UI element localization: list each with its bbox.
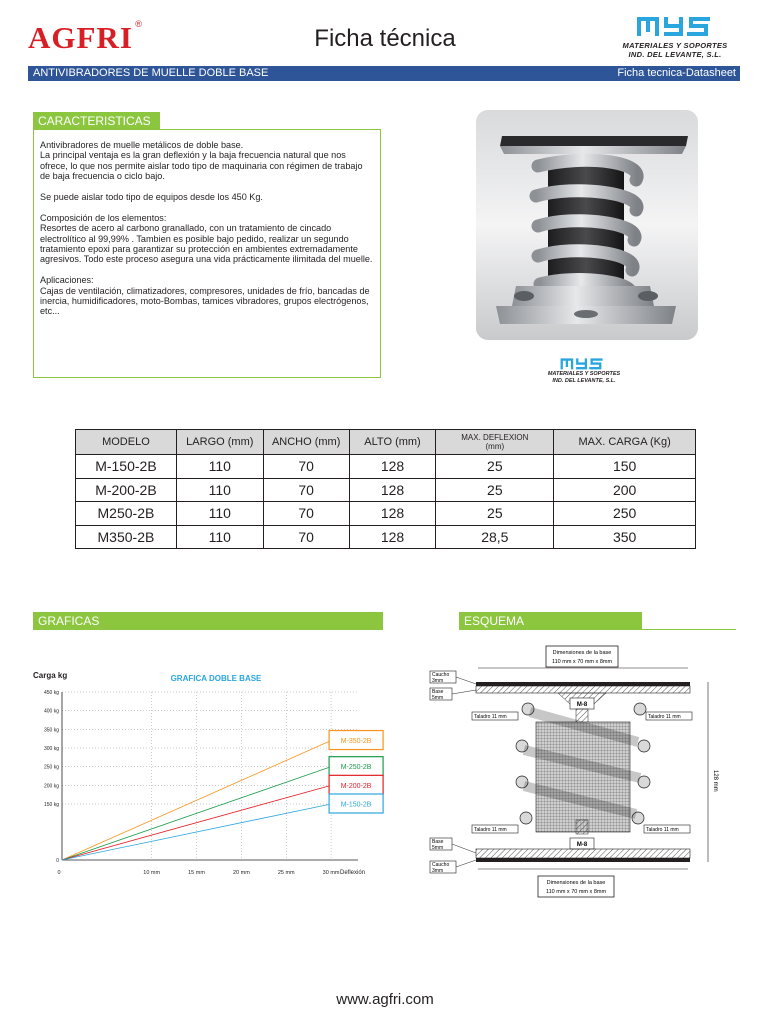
brand-name: AGFRI [28,20,133,55]
cell-largo: 110 [176,525,263,549]
taladro-label-top-right: Taladro 11 mm [648,714,681,720]
table-row [76,502,696,526]
cell-largo: 110 [176,455,263,479]
chart-xlabel: Deflexión [340,870,366,876]
spec-table [75,429,696,549]
cell-max-carga: 150 [554,455,696,479]
x-tick-label: 10 mm [143,870,161,876]
cell-largo: 110 [176,478,263,502]
cell-alto: 128 [349,455,436,479]
mys-line1: MATERIALES Y SOPORTES [622,41,728,50]
product-photo [476,110,698,340]
mys-line2: IND. DEL LEVANTE, S.L. [628,50,722,59]
load-deflection-chart [28,660,388,890]
col-header-modelo: MODELO [76,430,177,455]
col-header-max-deflexion: MAX. DEFLEXION (mm) [436,430,554,455]
y-tick-label: 150 kg [43,802,59,808]
chart-x-ticks [57,870,339,876]
x-tick-label: 25 mm [277,870,295,876]
photo-mys-word-text: MYS [560,356,562,358]
series-label-m-150-2b: M-150-2B [340,801,372,809]
caucho-value-bottom: 3mm [432,868,444,874]
dim-top-label: Dimensiones de la base [552,650,612,656]
mys-logo [608,14,742,62]
spec-table-header-row [76,430,696,455]
cell-ancho: 70 [263,478,349,502]
title-bar [28,66,740,81]
cell-alto: 128 [349,525,436,549]
base-value-top: 5mm [432,695,444,701]
chart-y-ticks [44,690,59,864]
photo-mys-wordmark [560,356,606,370]
cell-modelo: M350-2B [76,525,177,549]
registered-mark: ® [135,19,143,29]
base-value-bottom: 5mm [432,845,444,851]
cell-modelo: M-200-2B [76,478,177,502]
bolt-label-bottom: M-8 [576,842,588,848]
cell-modelo: M-150-2B [76,455,177,479]
y-tick-label: 350 kg [43,727,59,734]
cell-max-deflexion: 25 [436,502,554,526]
y-tick-label: 400 kg [43,708,59,715]
cell-largo: 110 [176,502,263,526]
table-row [76,478,696,502]
product-family-title: ANTIVIBRADORES DE MUELLE DOBLE BASE [33,67,269,79]
taladro-label-bottom-right: Taladro 11 mm [646,827,679,833]
chart-grid [62,692,358,860]
photo-mys-logo [538,356,630,386]
cell-modelo: M250-2B [76,502,177,526]
chart-title: GRAFICA DOBLE BASE [170,674,262,683]
table-row [76,525,696,549]
cell-max-carga: 350 [554,525,696,549]
website-url[interactable]: www.agfri.com [336,991,434,1008]
dim-bottom-value: 110 mm x 70 mm x 8mm [545,889,607,895]
x-tick-label: 20 mm [232,870,250,876]
datasheet-label: Ficha tecnica-Datasheet [617,67,736,79]
caucho-label-bottom: Caucho [432,862,450,868]
cell-alto: 128 [349,478,436,502]
col-header-ancho: ANCHO (mm) [263,430,349,455]
y-tick-label: 200 kg [43,783,59,790]
base-label-top: Base [432,689,444,695]
char-paragraph-3: Composición de los elementos: Resortes de acero al carbono granallado, con un tratamiento de cincado electrolítico al 99,99% . Tambien es posible bajo pedido, realizar un segundo tratamiento epoxi para garantizar su protección en ambientes extremadamente agresivos. Todo este proceso asegura una vida prácticamente ilimitada del muelle. [40,212,373,265]
series-label-m-350-2b: M-350-2B [340,738,372,746]
esquema-heading-rule [642,629,736,630]
chart-axes [62,692,358,860]
cell-max-carga: 250 [554,502,696,526]
dim-top-value: 110 mm x 70 mm x 8mm [551,659,613,665]
schematic-drawing [418,642,736,900]
cell-max-deflexion: 25 [436,455,554,479]
graficas-heading: GRAFICAS [33,612,383,630]
height-label: 128 mm [712,770,718,792]
cell-ancho: 70 [263,525,349,549]
x-tick-label: 30 mm [322,870,340,876]
caucho-value-top: 3mm [432,678,444,684]
x-tick-label: 15 mm [188,870,205,876]
chart-ylabel: Carga kg [33,671,68,680]
cell-max-carga: 200 [554,478,696,502]
col-header-max-carga: MAX. CARGA (Kg) [554,430,696,455]
taladro-label-bottom-left: Taladro 11 mm [474,827,507,833]
esquema-heading: ESQUEMA [459,612,642,630]
char-paragraph-2: Se puede aislar todo tipo de equipos desde los 450 Kg. [40,192,263,203]
cell-alto: 128 [349,502,436,526]
col-header-alto: ALTO (mm) [349,430,436,455]
mys-word-text: MYS [636,14,639,15]
char-paragraph-4: Aplicaciones: Cajas de ventilación, climatizadores, compresores, unidades de frío, bancadas de inercia, humidificadores, moto-Bombas, tamices vibradores, grupos electrógenos, etc... [40,275,370,317]
dim-bottom-label: Dimensiones de la base [546,880,606,886]
page-title: Ficha técnica [314,25,456,52]
series-label-m-250-2b: M-250-2B [340,764,372,772]
cell-ancho: 70 [263,502,349,526]
y-tick-label: 250 kg [43,764,59,771]
agfri-logo [28,19,143,55]
y-tick-label: 450 kg [43,690,59,696]
mys-wordmark [636,14,716,36]
y-tick-label: 300 kg [43,746,59,752]
table-row [76,455,696,479]
photo-mys-line2: IND. DEL LEVANTE, S.L. [552,378,616,384]
char-paragraph-1: Antivibradores de muelle metálicos de doble base. La principal ventaja es la gran deflexión y la baja frecuencia natural que nos ofrece, lo que nos permite aislar todo tipo de maquinaria con régimen de trabajo de baja frecuencia o ciclo bajo. [40,140,363,182]
photo-mys-line1: MATERIALES Y SOPORTES [547,371,621,377]
cell-max-deflexion: 28,5 [436,525,554,549]
y-tick-label: 0 [56,858,59,864]
caucho-label-top: Caucho [432,672,450,678]
base-label-bottom: Base [432,839,444,845]
cell-ancho: 70 [263,455,349,479]
bolt-label-top: M-8 [576,702,588,708]
cell-max-deflexion: 25 [436,478,554,502]
characteristics-text [40,140,375,327]
x-tick-label: 0 [57,870,61,876]
col-header-largo: LARGO (mm) [176,430,263,455]
characteristics-heading: CARACTERISTICAS [33,112,160,130]
series-label-m-200-2b: M-200-2B [340,782,372,790]
taladro-label-top-left: Taladro 11 mm [474,714,507,720]
chart-series-labels [329,731,383,813]
